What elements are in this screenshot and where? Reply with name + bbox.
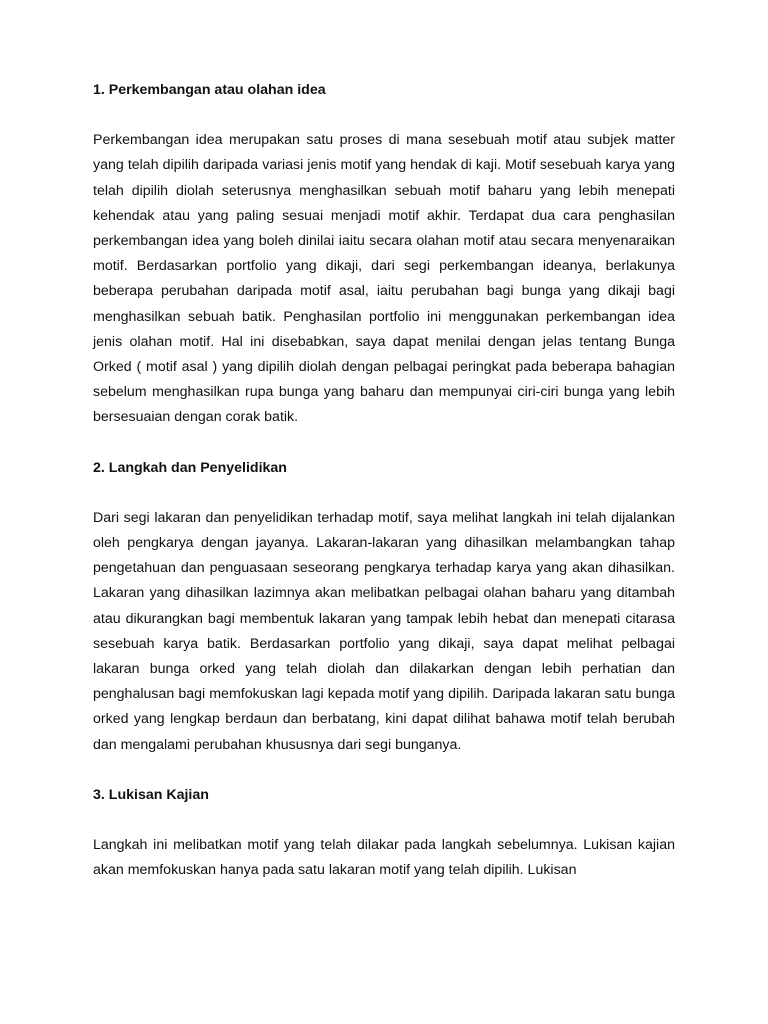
section-3-heading: 3. Lukisan Kajian: [93, 786, 209, 803]
document-page: [93, 78, 675, 883]
section-2-heading: 2. Langkah dan Penyelidikan: [93, 459, 287, 476]
section-1-paragraph: Perkembangan idea merupakan satu proses di mana sesebuah motif atau subjek matter yang telah dipilih daripada variasi jenis motif yang hendak di kaji. Motif sesebuah karya yang telah dipilih diolah seterusnya menghasilkan sebuah motif baharu yang lebih menepati kehendak atau yang paling sesuai menjadi motif akhir. Terdapat dua cara penghasilan perkembangan idea yang boleh dinilai iaitu secara olahan motif atau secara menyenaraikan motif. Berdasarkan portfolio yang dikaji, dari segi perkembangan ideanya, berlakunya beberapa perubahan daripada motif asal, iaitu perubahan bagi bunga yang dikaji bagi menghasilkan sebuah batik. Penghasilan portfolio ini menggunakan perkembangan idea jenis olahan motif. Hal ini disebabkan, saya dapat menilai dengan jelas tentang Bunga Orked ( motif asal ) yang dipilih diolah dengan pelbagai peringkat pada beberapa bahagian sebelum menghasilkan rupa bunga yang baharu dan mempunyai ciri-ciri bunga yang lebih bersesuaian dengan corak batik.: [93, 132, 675, 426]
section-1-heading: 1. Perkembangan atau olahan idea: [93, 82, 326, 98]
section-3-paragraph: Langkah ini melibatkan motif yang telah dilakar pada langkah sebelumnya. Lukisan kajian akan memfokuskan hanya pada satu lakaran motif yang telah dipilih. Lukisan: [93, 837, 675, 879]
section-2-paragraph: Dari segi lakaran dan penyelidikan terhadap motif, saya melihat langkah ini telah dijalankan oleh pengkarya dengan jayanya. Lakaran-lakaran yang dihasilkan melambangkan tahap pengetahuan dan penguasaan seseorang pengkarya terhadap karya yang akan dihasilkan. Lakaran yang dihasilkan lazimnya akan melibatkan pelbagai olahan baharu yang ditambah atau dikurangkan bagi membentuk lakaran yang tampak lebih hebat dan menepati citarasa sesebuah karya batik. Berdasarkan portfolio yang dikaji, saya dapat melihat pelbagai lakaran bunga orked yang telah diolah dan dilakarkan dengan lebih perhatian dan penghalusan bagi memfokuskan lagi kepada motif yang dipilih. Daripada lakaran satu bunga orked yang lengkap berdaun dan berbatang, kini dapat dilihat bahawa motif telah berubah dan mengalami perubahan khususnya dari segi bunganya.: [93, 509, 675, 753]
